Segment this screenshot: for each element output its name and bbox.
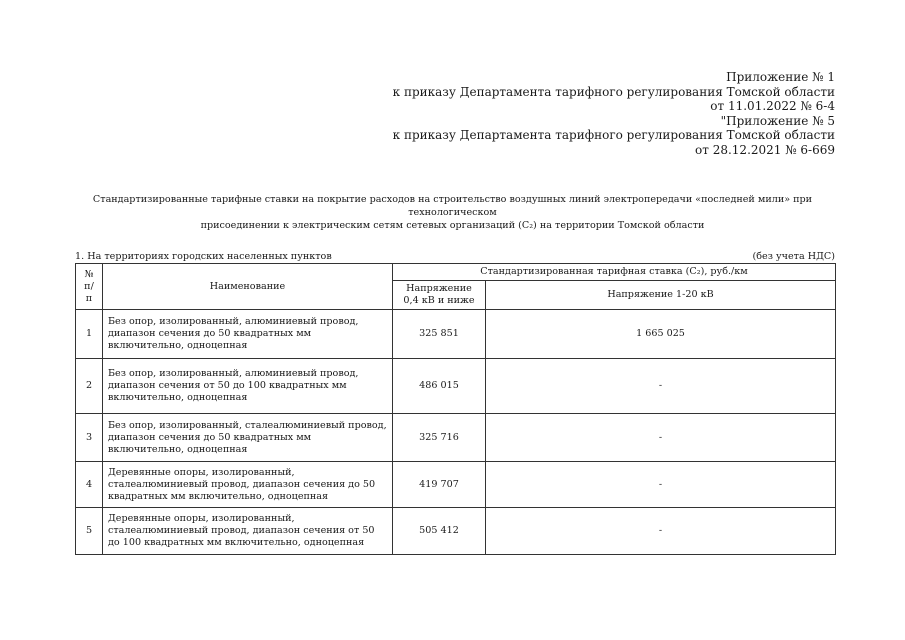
table-row xyxy=(76,310,836,359)
title-line-2: присоединении к электрическим сетям сетевых организаций (C₂) на территории Томской области xyxy=(200,220,705,231)
row-rate-mid: 1 665 025 xyxy=(486,310,836,359)
row-num: 1 xyxy=(76,310,103,359)
section-label: 1. На территориях городских населенных пунктов xyxy=(75,251,332,262)
header-line: "Приложение № 5 xyxy=(720,113,835,128)
header-line: к приказу Департамента тарифного регулирования Томской области xyxy=(392,84,835,99)
row-num: 5 xyxy=(76,508,103,555)
row-num: 4 xyxy=(76,462,103,508)
row-rate-mid: - xyxy=(486,508,836,555)
row-rate-low: 505 412 xyxy=(393,508,486,555)
title-line-1: Стандартизированные тарифные ставки на покрытие расходов на строительство воздушных линий электропередачи «последней мили» при технологическом xyxy=(92,194,813,218)
header-num: № п/п xyxy=(76,264,103,310)
row-rate-low: 486 015 xyxy=(393,359,486,414)
row-name: Без опор, изолированный, алюминиевый провод, диапазон сечения от 50 до 100 квадратных мм включительно, одноцепная xyxy=(103,359,393,414)
header-line: от 11.01.2022 № 6-4 xyxy=(710,99,835,114)
appendix-header xyxy=(393,70,835,158)
header-voltage-low: Напряжение 0,4 кВ и ниже xyxy=(393,281,486,310)
document-title xyxy=(80,193,825,232)
tariff-table xyxy=(75,263,836,555)
table-row xyxy=(76,462,836,508)
row-name: Без опор, изолированный, алюминиевый провод, диапазон сечения до 50 квадратных мм включительно, одноцепная xyxy=(103,310,393,359)
row-rate-low: 325 851 xyxy=(393,310,486,359)
header-rate-group: Стандартизированная тарифная ставка (C₂), руб./км xyxy=(393,264,836,281)
table-header-row xyxy=(76,264,836,281)
row-rate-low: 419 707 xyxy=(393,462,486,508)
header-line: от 28.12.2021 № 6-669 xyxy=(695,142,835,157)
header-line: к приказу Департамента тарифного регулирования Томской области xyxy=(392,128,835,143)
row-num: 2 xyxy=(76,359,103,414)
row-name: Деревянные опоры, изолированный, сталеалюминиевый провод, диапазон сечения от 50 до 100 квадратных мм включительно, одноцепная xyxy=(103,508,393,555)
table-row xyxy=(76,414,836,462)
header-voltage-mid: Напряжение 1-20 кВ xyxy=(486,281,836,310)
row-name: Деревянные опоры, изолированный, сталеалюминиевый провод, диапазон сечения до 50 квадратных мм включительно, одноцепная xyxy=(103,462,393,508)
row-num: 3 xyxy=(76,414,103,462)
table-row xyxy=(76,359,836,414)
table-row xyxy=(76,508,836,555)
vat-note: (без учета НДС) xyxy=(752,251,835,262)
row-name: Без опор, изолированный, сталеалюминиевый провод, диапазон сечения до 50 квадратных мм включительно, одноцепная xyxy=(103,414,393,462)
row-rate-mid: - xyxy=(486,414,836,462)
row-rate-mid: - xyxy=(486,462,836,508)
header-name: Наименование xyxy=(103,264,393,310)
header-line: Приложение № 1 xyxy=(726,70,835,84)
row-rate-low: 325 716 xyxy=(393,414,486,462)
row-rate-mid: - xyxy=(486,359,836,414)
